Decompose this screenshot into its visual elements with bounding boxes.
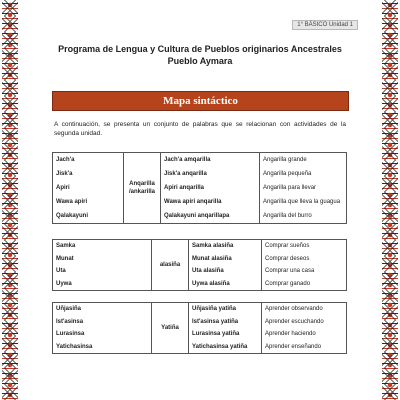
combined-word: Jisk'a anqarilla [164,171,207,178]
root-cell [53,265,152,277]
root-cell [53,328,152,340]
meaning-cell [262,277,347,290]
suffix-word: alasiña [159,262,181,268]
root-word: Ist'asinsa [56,318,84,325]
combined-cell [189,316,262,328]
suffix-word-alt: /ankarilla [128,189,155,195]
combined-cell [189,265,262,277]
header-title: Programa de Lengua y Cultura de Pueblos originarios Ancestrales [58,44,342,54]
word-table-2 [52,239,347,291]
root-cell [53,167,124,181]
meaning-cell [260,153,347,168]
combined-word: Uñjasiña yatiña [192,306,237,313]
root-cell [53,253,152,265]
combined-word: Lurasinsa yatiña [192,331,240,338]
root-word: Qalakayuni [56,212,89,219]
combined-cell [161,181,260,195]
section-title: Mapa sintáctico [163,95,238,107]
combined-word: Uta alasiña [192,268,224,275]
combined-cell [189,340,262,353]
combined-word: Qalakayuni anqarillapa [164,212,230,219]
root-word: Apiri [56,184,70,191]
meaning-cell [262,240,347,253]
combined-cell [161,167,260,181]
root-cell [53,209,124,224]
suffix-cell [152,240,189,291]
section-banner [52,91,349,111]
word-table-1 [52,152,347,224]
decorative-border-left [2,0,18,400]
meaning-cell [262,316,347,328]
root-word: Uñjasiña [56,306,82,313]
combined-cell [189,253,262,265]
root-word: Samka [56,243,76,250]
suffix-cell [152,303,189,354]
combined-cell [189,303,262,316]
root-word: Wawa apiri [56,198,88,205]
meaning-text: Angarilla grande [263,157,307,164]
meaning-text: Angarilla del burro [263,212,312,219]
root-word: Jisk'a [56,171,73,178]
root-word: Jach'a [56,157,75,164]
combined-cell [161,153,260,168]
combined-word: Apiri anqarilla [164,184,205,191]
suffix-word: Yatiña [161,325,179,331]
meaning-cell [262,265,347,277]
header-subtitle: Pueblo Aymara [167,56,233,66]
meaning-cell [262,328,347,340]
root-word: Lurasinsa [56,331,85,338]
decorative-border-right [382,0,398,400]
meaning-text: Angarilla pequeña [263,171,312,178]
combined-word: Munat alasiña [192,255,232,262]
word-table-3 [52,302,347,354]
meaning-cell [262,303,347,316]
meaning-text: Angarilla para llevar [263,184,317,191]
combined-cell [189,277,262,290]
combined-word: Ist'asinsa yatiña [192,318,239,325]
root-cell [53,303,152,316]
root-word: Munat [56,255,74,262]
root-cell [53,181,124,195]
combined-word: Samka alasiña [192,243,234,250]
root-word: Yatichasinsa [56,343,93,350]
combined-word: Jach'a amqarilla [164,157,211,164]
root-cell [53,195,124,209]
suffix-cell [124,153,161,224]
meaning-cell [260,209,347,224]
intro-paragraph: A continuación, se presenta un conjunto de palabras que se relacionan con actividades de la segunda unidad. [54,121,346,137]
root-cell [53,340,152,353]
root-cell [53,153,124,168]
meaning-text: Comprar ganado [265,280,311,287]
document-header [40,43,360,67]
meaning-text: Comprar sueños [265,243,310,250]
meaning-cell [262,253,347,265]
meaning-cell [260,167,347,181]
meaning-text: Aprender escuchando [265,318,324,325]
meaning-cell [260,195,347,209]
root-word: Uywa [56,280,72,287]
meaning-text: Aprender observando [265,306,323,313]
root-cell [53,240,152,253]
combined-word: Uywa alasiña [192,280,230,287]
meaning-text: Comprar una casa [265,268,315,275]
combined-word: Wawa apiri anqarilla [164,198,222,205]
combined-cell [189,240,262,253]
root-cell [53,316,152,328]
root-cell [53,277,152,290]
suffix-word: Anqarilla [129,181,155,187]
meaning-text: Angarilla que lleva la guagua [263,198,341,205]
meaning-text: Aprender enseñando [265,343,322,350]
meaning-text: Comprar deseos [265,255,310,262]
unit-tag: 1° BÁSICO Unidad 1 [292,20,358,30]
combined-word: Yatichasinsa yatiña [192,343,248,350]
combined-cell [189,328,262,340]
meaning-cell [262,340,347,353]
meaning-text: Aprender haciendo [265,331,316,338]
meaning-cell [260,181,347,195]
combined-cell [161,209,260,224]
root-word: Uta [56,268,66,275]
combined-cell [161,195,260,209]
